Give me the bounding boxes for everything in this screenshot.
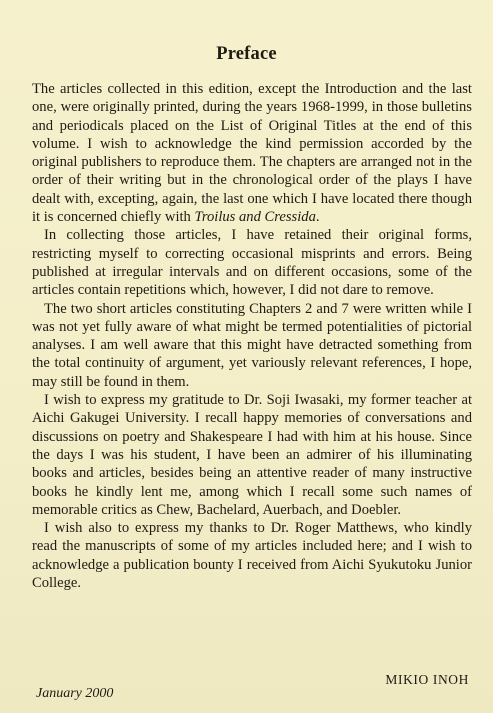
page-title: Preface <box>216 44 277 64</box>
date-line: January 2000 <box>36 686 114 701</box>
preface-body <box>32 80 472 592</box>
paragraph-4: I wish to express my gratitude to Dr. Soji Iwasaki, my former teacher at Aichi Gakugei University. I recall happy memories of conversations and discussions on poetry and Shakespeare I had with him at his house. Since the days I was his student, I have been an admirer of his illuminating books and articles, besides being an attentive reader of many instructive books he kindly lent me, among which I recall some such names of memorable critics as Chew, Bachelard, Auerbach, and Doebler. <box>32 392 472 518</box>
paragraph-2: In collecting those articles, I have retained their original forms, restricting myself to correcting occasional misprints and errors. Being published at irregular intervals and on different occasions, some of the articles contain repetitions which, however, I did not dare to remove. <box>32 227 472 299</box>
play-title: Troilus and Cressida <box>194 209 316 226</box>
paragraph-1 <box>32 80 472 226</box>
author-signature: MIKIO INOH <box>385 672 469 687</box>
paragraph-1-end: . <box>315 209 320 226</box>
paragraph-1-text: The articles collected in this edition, except the Introduction and the last one, were originally printed, during the years 1968-1999, in those bulletins and periodicals placed on the List of Original Titles at the end of this volume. I wish to acknowledge the kind permission accorded by the original publishers to reproduce them. The chapters are arranged not in the order of their writing but in the chronological order of the plays I have dealt with, excepting, again, the last one which I have located there though it is concerned chiefly with <box>32 81 472 226</box>
paragraph-3: The two short articles constituting Chapters 2 and 7 were written while I was not yet fully aware of what might be termed potentialities of pictorial analyses. I am well aware that this might have detracted something from the total continuity of argument, yet variously relevant references, I hope, may still be found in them. <box>32 300 472 390</box>
paragraph-5: I wish also to express my thanks to Dr. Roger Matthews, who kindly read the manuscripts of some of my articles included here; and I wish to acknowledge a publication bounty I received from Aichi Syukutoku Junior College. <box>32 520 472 592</box>
